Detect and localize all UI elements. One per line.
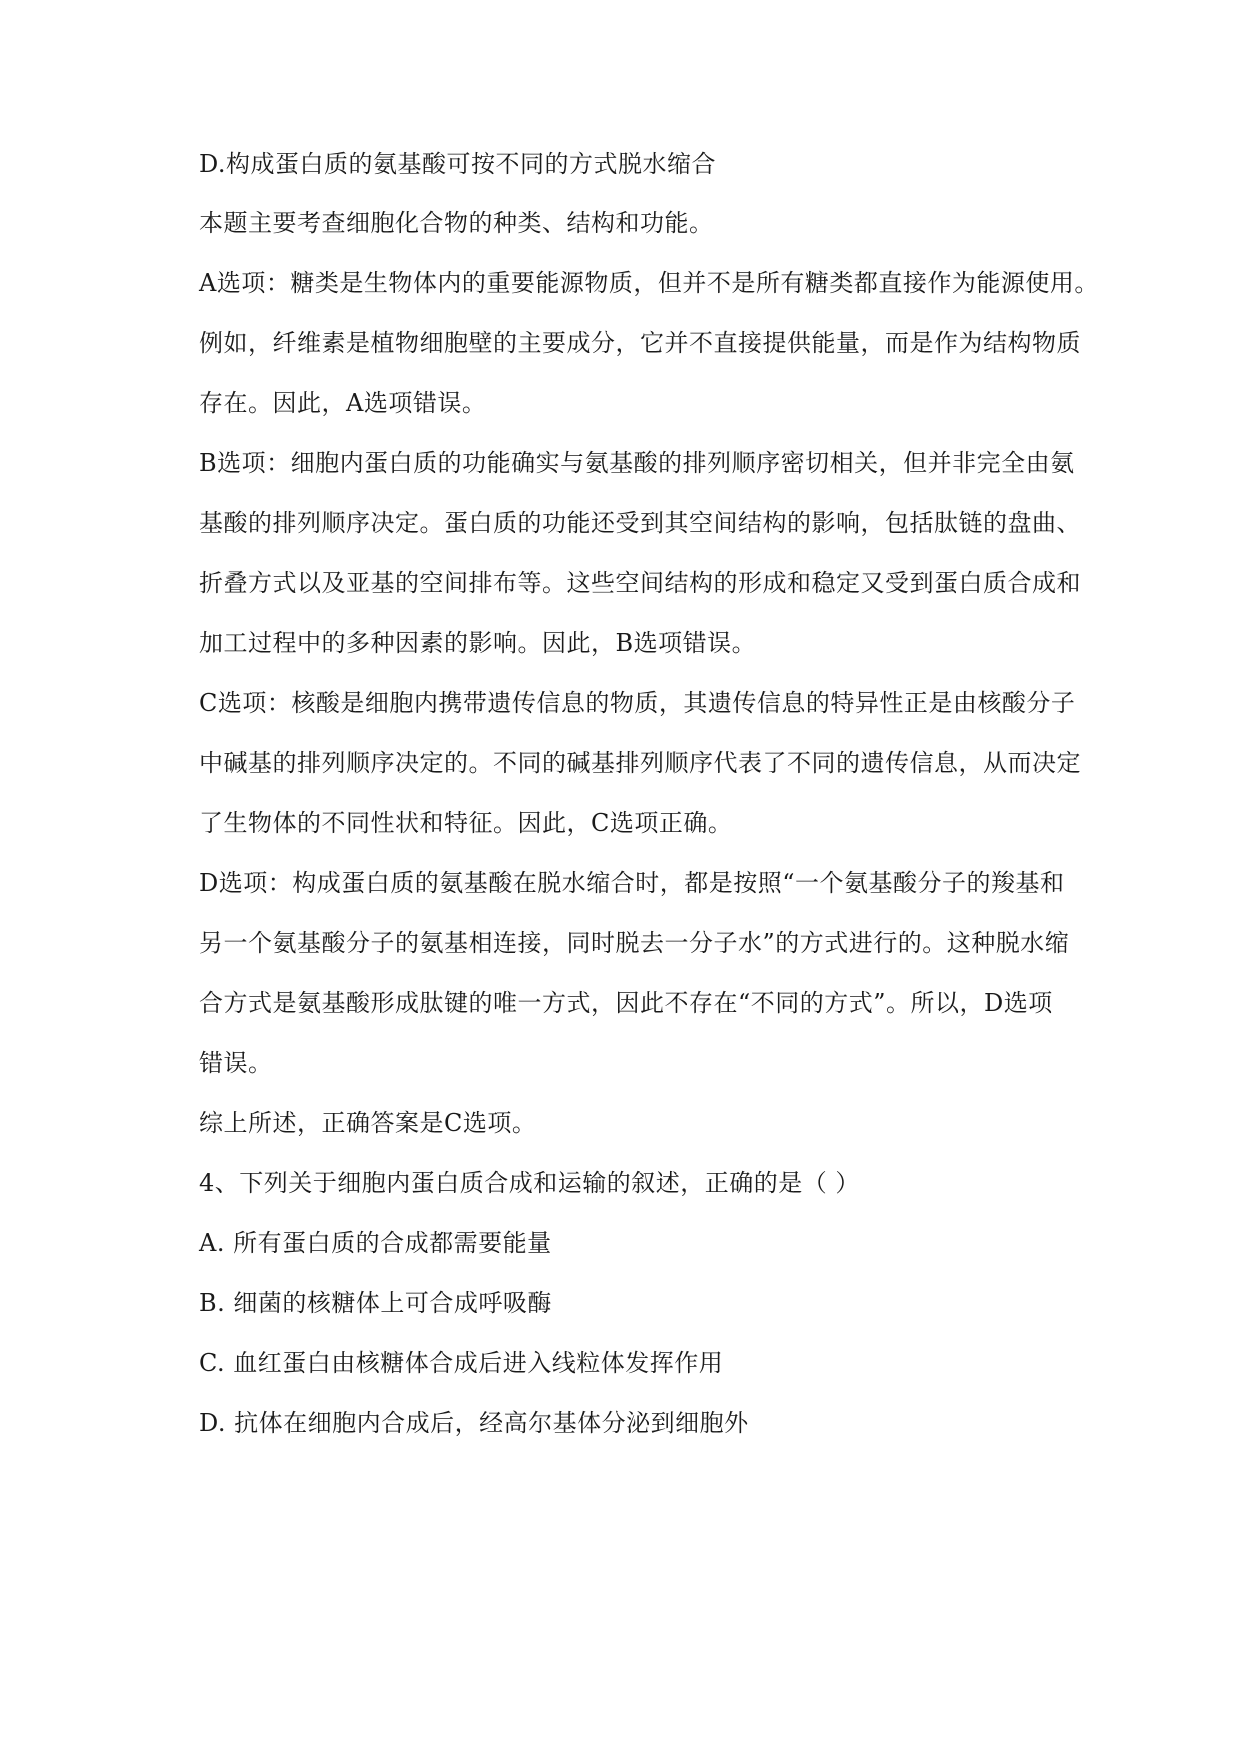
explanation-d-line-2: 另一个氨基酸分子的氨基相连接，同时脱去一分子水”的方式进行的。这种脱水缩 — [199, 929, 1070, 957]
question-4-option-c: C. 血红蛋白由核糖体合成后进入线粒体发挥作用 — [199, 1349, 724, 1377]
explanation-c-line-1: C选项：核酸是细胞内携带遗传信息的物质，其遗传信息的特异性正是由核酸分子 — [199, 689, 1076, 717]
explanation-b-line-1: B选项：细胞内蛋白质的功能确实与氨基酸的排列顺序密切相关，但并非完全由氨 — [199, 449, 1075, 477]
explanation-intro: 本题主要考查细胞化合物的种类、结构和功能。 — [199, 209, 714, 237]
question-4-option-b: B. 细菌的核糖体上可合成呼吸酶 — [199, 1289, 552, 1317]
explanation-b-line-4: 加工过程中的多种因素的影响。因此，B选项错误。 — [199, 629, 757, 657]
question-4-option-d: D. 抗体在细胞内合成后，经高尔基体分泌到细胞外 — [199, 1409, 749, 1437]
explanation-d-line-1: D选项：构成蛋白质的氨基酸在脱水缩合时，都是按照“一个氨基酸分子的羧基和 — [199, 869, 1065, 897]
explanation-a-line-3: 存在。因此，A选项错误。 — [199, 389, 487, 417]
explanation-c-line-2: 中碱基的排列顺序决定的。不同的碱基排列顺序代表了不同的遗传信息，从而决定 — [199, 749, 1081, 777]
explanation-c-line-3: 了生物体的不同性状和特征。因此，C选项正确。 — [199, 809, 733, 837]
explanation-d-line-3: 合方式是氨基酸形成肽键的唯一方式，因此不存在“不同的方式”。所以，D选项 — [199, 989, 1053, 1017]
question-4-option-a: A. 所有蛋白质的合成都需要能量 — [199, 1229, 552, 1257]
explanation-b-line-3: 折叠方式以及亚基的空间排布等。这些空间结构的形成和稳定又受到蛋白质合成和 — [199, 569, 1081, 597]
explanation-b-line-2: 基酸的排列顺序决定。蛋白质的功能还受到其空间结构的影响，包括肽链的盘曲、 — [199, 509, 1081, 537]
explanation-a-line-1: A选项：糖类是生物体内的重要能源物质，但并不是所有糖类都直接作为能源使用。 — [199, 269, 1099, 297]
question-4-stem: 4、下列关于细胞内蛋白质合成和运输的叙述，正确的是（ ） — [199, 1169, 860, 1197]
explanation-d-line-4: 错误。 — [199, 1049, 273, 1077]
explanation-conclusion: 综上所述，正确答案是C选项。 — [199, 1109, 537, 1137]
option-d-prev-question: D.构成蛋白质的氨基酸可按不同的方式脱水缩合 — [199, 150, 717, 178]
explanation-a-line-2: 例如，纤维素是植物细胞壁的主要成分，它并不直接提供能量，而是作为结构物质 — [199, 329, 1081, 357]
